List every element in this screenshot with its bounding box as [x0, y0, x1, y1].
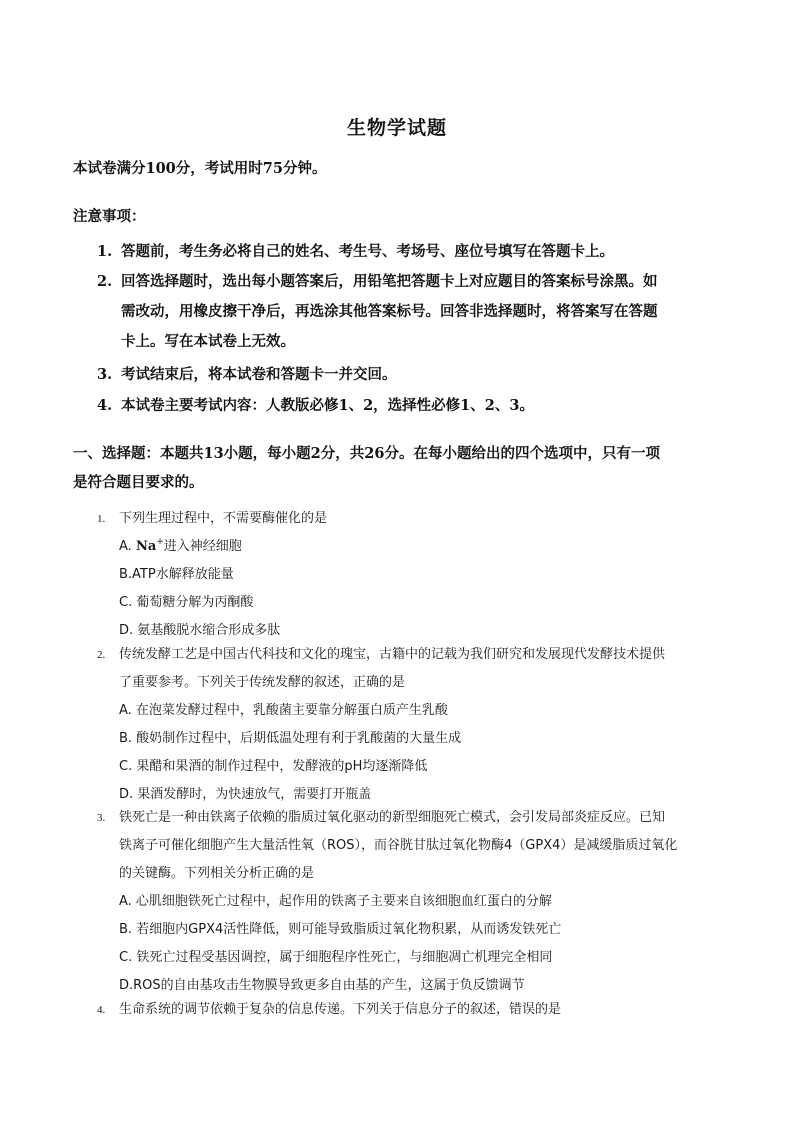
question-number: 1. [97, 513, 106, 525]
option-b: B. 酸奶制作过程中，后期低温处理有利于乳酸菌的大量生成 [119, 731, 462, 746]
notice-heading: 注意事项： [73, 208, 146, 225]
question-4 [97, 996, 737, 1024]
notice-text: 答题前，考生务必将自己的姓名、考生号、考场号、座位号填写在答题卡上。 [121, 243, 614, 260]
sodium-ion: Na [135, 539, 157, 554]
page-title: 生物学试题 [346, 117, 447, 139]
option-c: C. 葡萄糖分解为丙酮酸 [119, 595, 254, 610]
ion-charge: + [156, 537, 164, 547]
notice-item [97, 360, 737, 390]
section-heading-line: 是符合题目要求的。 [73, 474, 204, 491]
notice-number: 1. [97, 243, 113, 260]
section-heading-line: 一、选择题：本题共13小题，每小题2分，共26分。在每小题给出的四个选项中，只有一项 [73, 445, 660, 462]
notice-number: 4. [97, 397, 113, 414]
notice-text: 需改动，用橡皮擦干净后，再选涂其他答案标号。回答非选择题时，将答案写在答题 [121, 303, 658, 320]
question-stem: 生命系统的调节依赖于复杂的信息传递。下列关于信息分子的叙述，错误的是 [119, 1002, 562, 1017]
question-3 [97, 804, 737, 1000]
notice-item [97, 267, 737, 357]
question-stem: 的关键酶。下列相关分析正确的是 [119, 866, 315, 881]
option-c: C. 果醋和果酒的制作过程中，发酵液的pH均逐渐降低 [119, 759, 428, 774]
exam-intro: 本试卷满分100分，考试用时75分钟。 [73, 160, 327, 177]
option-a: A. Na+进入神经细胞 [119, 537, 242, 554]
option-d: D.ROS的自由基攻击生物膜导致更多自由基的产生，这属于负反馈调节 [119, 978, 525, 993]
option-b: B.ATP水解释放能量 [119, 567, 234, 582]
option-a: A. 心肌细胞铁死亡过程中，起作用的铁离子主要来自该细胞血红蛋白的分解 [119, 894, 552, 909]
notice-number: 3. [97, 366, 113, 383]
question-stem: 铁死亡是一种由铁离子依赖的脂质过氧化驱动的新型细胞死亡模式，会引发局部炎症反应。已知 [119, 810, 666, 825]
notice-item [97, 391, 737, 421]
question-stem: 铁离子可催化细胞产生大量活性氧（ROS），而谷胱甘肽过氧化物酶4（GPX4）是减缓脂质过氧化 [119, 838, 678, 853]
question-stem: 下列生理过程中，不需要酶催化的是 [119, 511, 328, 526]
notice-item [97, 237, 737, 267]
option-b: B. 若细胞内GPX4活性降低，则可能导致脂质过氧化物积累，从而诱发铁死亡 [119, 922, 562, 937]
notice-text: 本试卷主要考试内容：人教版必修1、2，选择性必修1、2、3。 [121, 397, 534, 414]
option-d: D. 氨基酸脱水缩合形成多肽 [119, 623, 281, 638]
question-2 [97, 641, 737, 809]
notice-text: 回答选择题时，选出每小题答案后，用铅笔把答题卡上对应题目的答案标号涂黑。如 [121, 273, 658, 290]
option-c: C. 铁死亡过程受基因调控，属于细胞程序性死亡，与细胞凋亡机理完全相同 [119, 950, 553, 965]
notice-text: 考试结束后，将本试卷和答题卡一并交回。 [121, 366, 397, 383]
question-number: 3. [97, 812, 106, 824]
question-1 [97, 505, 737, 645]
question-number: 2. [97, 649, 106, 661]
question-stem: 了重要参考。下列关于传统发酵的叙述，正确的是 [119, 675, 406, 690]
notice-text: 卡上。写在本试卷上无效。 [121, 333, 295, 350]
option-a: A. 在泡菜发酵过程中，乳酸菌主要靠分解蛋白质产生乳酸 [119, 703, 448, 718]
notice-number: 2. [97, 273, 113, 290]
question-number: 4. [97, 1004, 106, 1016]
option-d: D. 果酒发酵时，为快速放气，需要打开瓶盖 [119, 787, 372, 802]
question-stem: 传统发酵工艺是中国古代科技和文化的瑰宝，古籍中的记载为我们研究和发展现代发酵技术提供 [119, 647, 666, 662]
section-heading [73, 439, 733, 497]
